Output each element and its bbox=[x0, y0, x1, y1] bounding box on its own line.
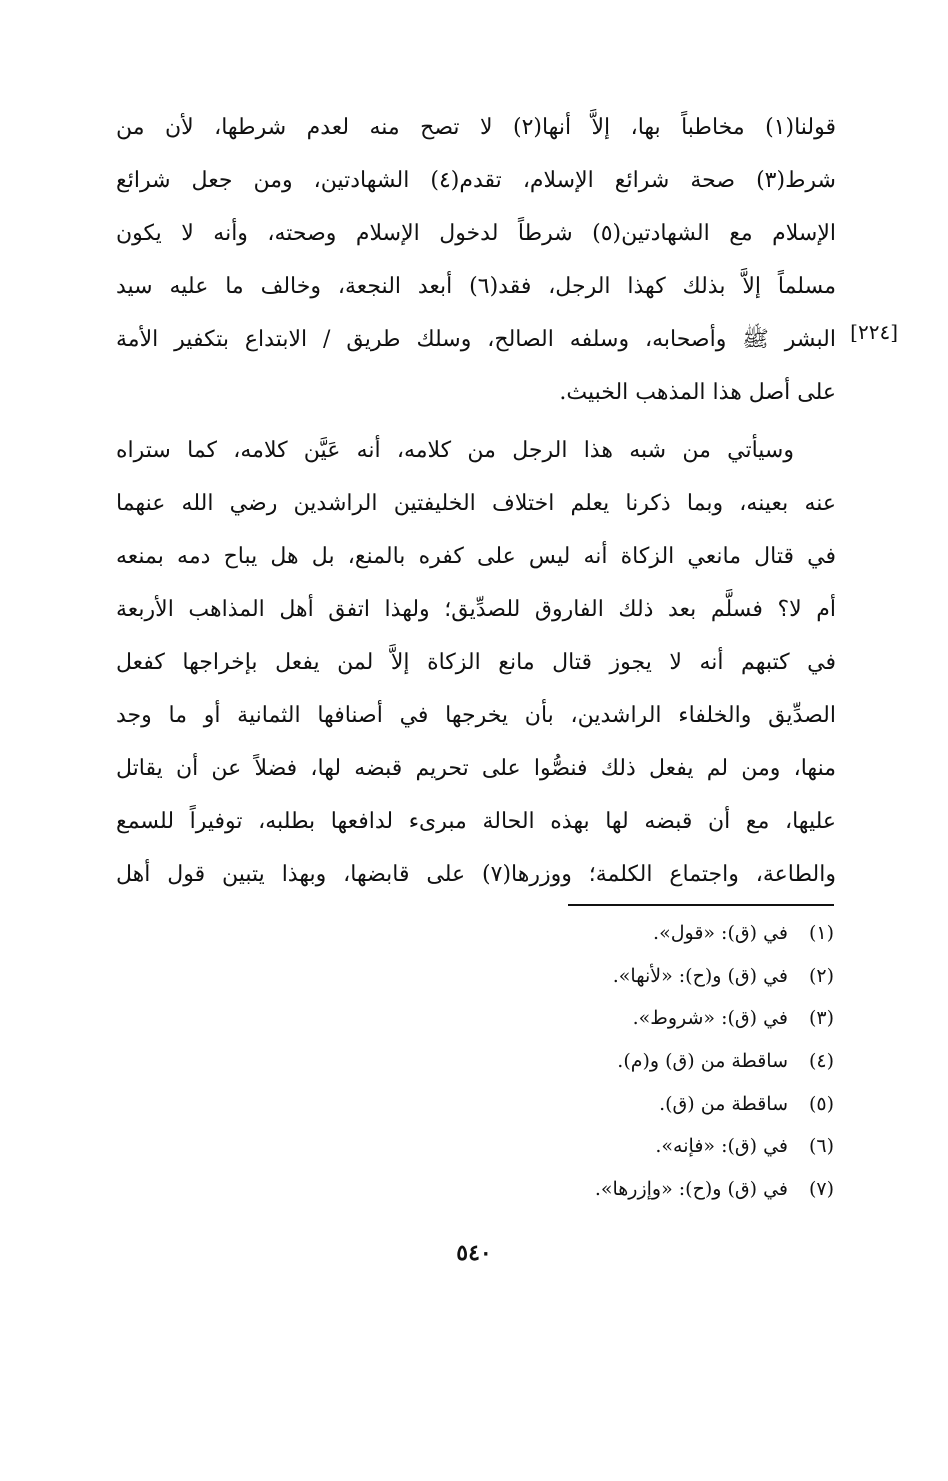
footnote-item bbox=[114, 912, 834, 955]
footnote-item bbox=[114, 997, 834, 1040]
footnote-number: (٦) bbox=[808, 1135, 834, 1158]
text-line: عنه بعينه، وبما ذكرنا يعلم اختلاف الخليفتين الراشدين رضي الله عنهما bbox=[116, 491, 836, 516]
footnotes bbox=[114, 912, 834, 1211]
footnote-item bbox=[114, 1083, 834, 1126]
footnote-item bbox=[114, 1168, 834, 1211]
page-number: ٥٤٠ bbox=[456, 1240, 492, 1266]
footnote-number: (٣) bbox=[808, 1007, 834, 1030]
text-line: الإسلام مع الشهادتين(٥) شرطاً لدخول الإسلام وصحته، وأنه لا يكون bbox=[116, 221, 836, 246]
footnote-text: في (ق) و(ح): «لأنها». bbox=[612, 964, 788, 987]
footnote-divider bbox=[568, 904, 834, 906]
text-line: وسيأتي من شبه هذا الرجل من كلامه، أنه عَيَّن كلامه، كما ستراه bbox=[116, 438, 794, 463]
footnote-text: ساقطة من (ق) و(م). bbox=[617, 1050, 788, 1073]
footnote-text: ساقطة من (ق). bbox=[659, 1092, 788, 1115]
text-line: في قتال مانعي الزكاة أنه ليس على كفره بالمنع، بل هل يباح دمه بمنعه bbox=[116, 544, 836, 569]
footnote-text: في (ق): «شروط». bbox=[632, 1007, 788, 1030]
footnote-item bbox=[114, 1040, 834, 1083]
footnote-number: (٤) bbox=[808, 1050, 834, 1073]
text-line: شرط(٣) صحة شرائع الإسلام، تقدم(٤) الشهادتين، ومن جعل شرائع bbox=[116, 168, 836, 193]
text-line: الصدِّيق والخلفاء الراشدين، بأن يخرجها في أصنافها الثمانية أو ما وجد bbox=[116, 703, 836, 728]
footnote-text: في (ق): «قول». bbox=[653, 922, 788, 944]
text-line: مسلماً إلاَّ بذلك كهذا الرجل، فقد(٦) أبعد النجعة، وخالف ما عليه سيد bbox=[116, 274, 836, 299]
text-line: أم لا؟ فسلَّم بعد ذلك الفاروق للصدِّيق؛ ولهذا اتفق أهل المذاهب الأربعة bbox=[116, 597, 836, 622]
text-line: قولنا(١) مخاطباً بها، إلاَّ أنها(٢) لا تصح منه لعدم شرطها، لأن من bbox=[116, 115, 836, 140]
text-line: عليها، مع أن قبضه لها بهذه الحالة مبرىء لدافعها بطلبه، توفيراً للسمع bbox=[116, 809, 836, 834]
text-line: والطاعة، واجتماع الكلمة؛ ووزرها(٧) على قابضها، وبهذا يتبين قول أهل bbox=[116, 862, 836, 887]
paragraph-2 bbox=[116, 424, 836, 901]
footnote-item bbox=[114, 955, 834, 998]
text-line: البشر ﷺ وأصحابه، وسلفه الصالح، وسلك طريق / الابتداع بتكفير الأمة bbox=[116, 327, 836, 352]
footnote-number: (٧) bbox=[808, 1178, 834, 1201]
footnote-text: في (ق): «فإنه». bbox=[655, 1135, 788, 1158]
footnote-text: في (ق) و(ح): «وإزرها». bbox=[594, 1178, 788, 1201]
margin-page-reference: [٢٢٤] bbox=[850, 320, 898, 344]
paragraph-1 bbox=[116, 101, 836, 419]
text-line: منها، ومن لم يفعل ذلك فنصُّوا على تحريم قبضه لها، فضلاً عن أن يقاتل bbox=[116, 756, 836, 781]
footnote-number: (٢) bbox=[808, 964, 834, 987]
footnote-number: (٥) bbox=[808, 1092, 834, 1115]
footnote-number: (١) bbox=[808, 922, 834, 944]
footnote-item bbox=[114, 1125, 834, 1168]
text-line: في كتبهم أنه لا يجوز قتال مانع الزكاة إلاَّ لمن يفعل بإخراجها كفعل bbox=[116, 650, 836, 675]
text-line: على أصل هذا المذهب الخبيث. bbox=[559, 380, 836, 405]
